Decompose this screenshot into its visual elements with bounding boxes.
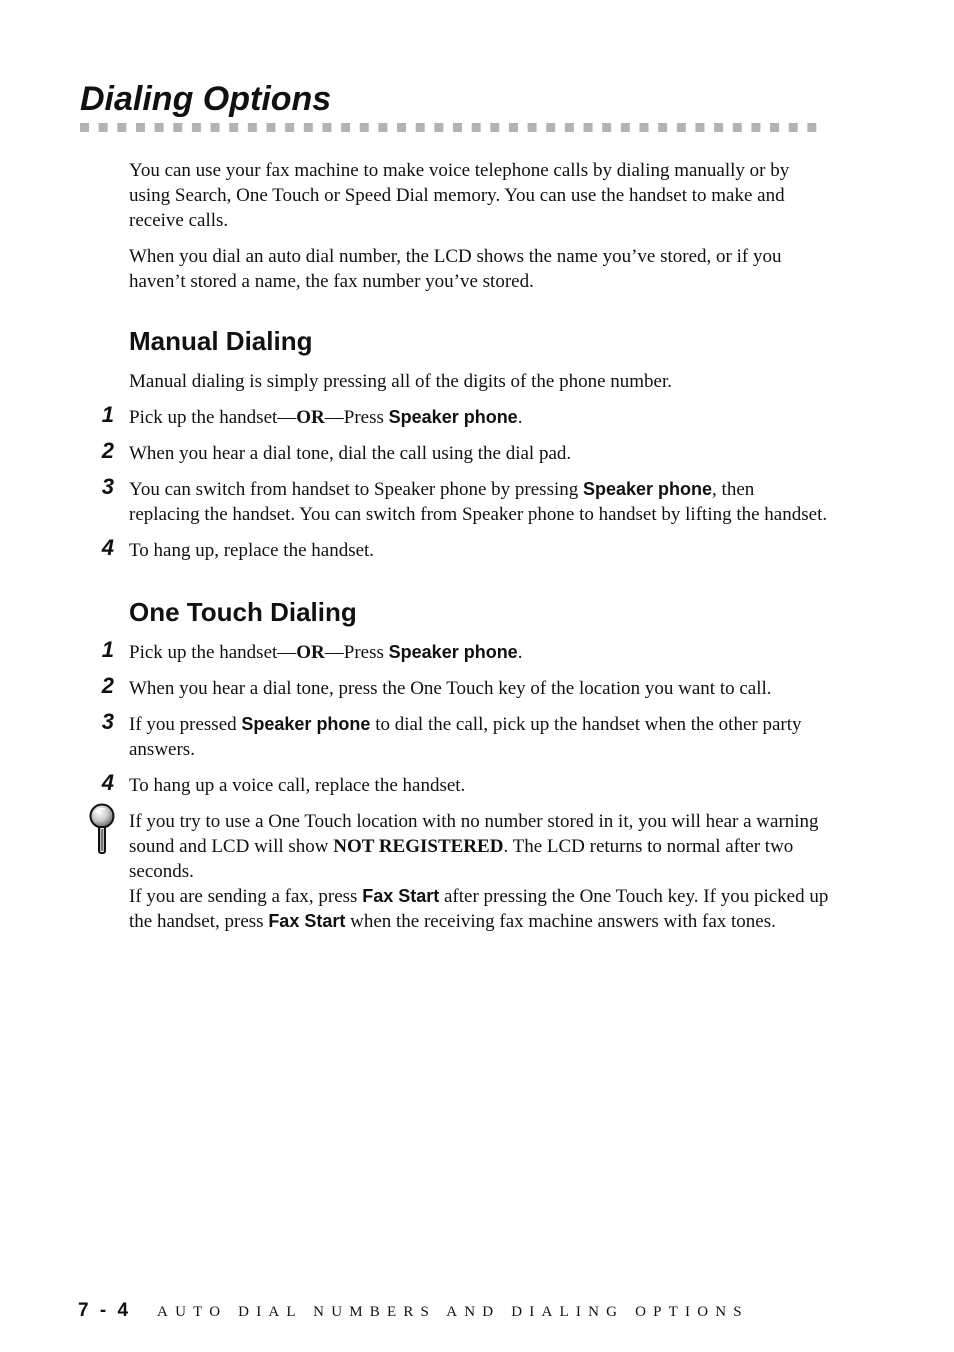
manual-dialing-section [101,323,829,563]
page-content [101,158,829,934]
one-touch-step-1 [101,637,829,665]
rule-dot [602,123,611,132]
rule-dot [807,123,816,132]
rule-dot [211,123,220,132]
or-emphasis: OR [296,407,325,428]
dotted-title-rule [80,123,826,132]
rule-dot [322,123,331,132]
rule-dot [695,123,704,132]
rule-dot [229,123,238,132]
rule-dot [136,123,145,132]
rule-dot [733,123,742,132]
rule-dot [565,123,574,132]
fax-start-key: Fax Start [268,911,346,931]
rule-dot [453,123,462,132]
step-number: 4 [101,770,114,795]
rule-dot [267,123,276,132]
rule-dot [677,123,686,132]
page-title: Dialing Options [80,80,332,118]
step-text: To hang up a voice call, replace the handset. [129,775,466,796]
rule-dot [714,123,723,132]
step-text: To hang up, replace the handset. [129,540,375,561]
note-block [129,809,829,934]
rule-dot [584,123,593,132]
manual-step-4 [101,535,829,563]
one-touch-step-4 [101,770,829,798]
step-number: 2 [101,673,114,698]
manual-step-3 [101,474,829,527]
rule-dot [789,123,798,132]
intro-paragraph-1: You can use your fax machine to make voice telephone calls by dialing manually or by using Search, One Touch or Speed Dial memory. You can use the handset to make and receive calls. [129,160,790,231]
rule-dot [117,123,126,132]
rule-dot [621,123,630,132]
or-emphasis: OR [296,642,325,663]
not-registered-text: NOT REGISTERED [333,836,504,857]
rule-dot [304,123,313,132]
note-paragraph-1: If you try to use a One Touch location with no number stored in it, you will hear a warning sound and LCD will show NOT REGISTERED. The LCD returns to normal after two seconds. [129,811,819,882]
rule-dot [751,123,760,132]
one-touch-dialing-section [101,594,829,934]
rule-dot [285,123,294,132]
one-touch-step-3 [101,709,829,762]
step-number: 1 [101,637,114,662]
rule-dot [360,123,369,132]
rule-dot [546,123,555,132]
rule-dot [192,123,201,132]
rule-dot [378,123,387,132]
speaker-phone-key: Speaker phone [241,714,371,734]
rule-dot [640,123,649,132]
note-paragraph-2: If you are sending a fax, press Fax Start after pressing the One Touch key. If you picked up the handset, press Fax Start when the receiving fax machine answers with fax tones. [129,886,829,932]
rule-dot [434,123,443,132]
rule-dot [528,123,537,132]
step-text: Pick up the handset—OR—Press Speaker phone. [129,407,523,428]
step-number: 4 [101,535,114,560]
chapter-title: AUTO DIAL NUMBERS AND DIALING OPTIONS [157,1304,749,1320]
step-number: 2 [101,438,114,463]
manual-dialing-heading: Manual Dialing [129,326,313,356]
rule-dot [155,123,164,132]
rule-dot [80,123,89,132]
fax-start-key: Fax Start [362,886,440,906]
step-text: When you hear a dial tone, press the One Touch key of the location you want to call. [129,678,772,699]
step-number: 3 [101,474,114,499]
magnifier-note-icon [87,803,117,859]
rule-dot [416,123,425,132]
intro-paragraph-2: When you dial an auto dial number, the LCD shows the name you’ve stored, or if you haven’t stored a name, the fax number you’ve stored. [129,246,782,292]
rule-dot [173,123,182,132]
rule-dot [770,123,779,132]
one-touch-step-2 [101,673,829,701]
rule-dot [472,123,481,132]
manual-dialing-lead: Manual dialing is simply pressing all of the digits of the phone number. [129,371,673,392]
rule-dot [490,123,499,132]
rule-dot [658,123,667,132]
rule-dot [99,123,108,132]
speaker-phone-key: Speaker phone [583,479,713,499]
rule-dot [397,123,406,132]
page-number: 7 - 4 [78,1300,132,1321]
page-footer [78,1297,749,1325]
step-text: Pick up the handset—OR—Press Speaker phone. [129,642,523,663]
manual-step-2 [101,438,829,466]
rule-dot [248,123,257,132]
step-text: If you pressed Speaker phone to dial the call, pick up the handset when the other party answers. [129,714,802,760]
speaker-phone-key: Speaker phone [388,407,518,427]
step-text: You can switch from handset to Speaker phone by pressing Speaker phone, then replacing the handset. You can switch from Speaker phone to handset by lifting the handset. [129,479,828,525]
step-number: 3 [101,709,114,734]
speaker-phone-key: Speaker phone [388,642,518,662]
rule-dot [341,123,350,132]
manual-step-1 [101,402,829,430]
step-text: When you hear a dial tone, dial the call using the dial pad. [129,443,572,464]
rule-dot [509,123,518,132]
one-touch-dialing-heading: One Touch Dialing [129,597,357,627]
step-number: 1 [101,402,114,427]
